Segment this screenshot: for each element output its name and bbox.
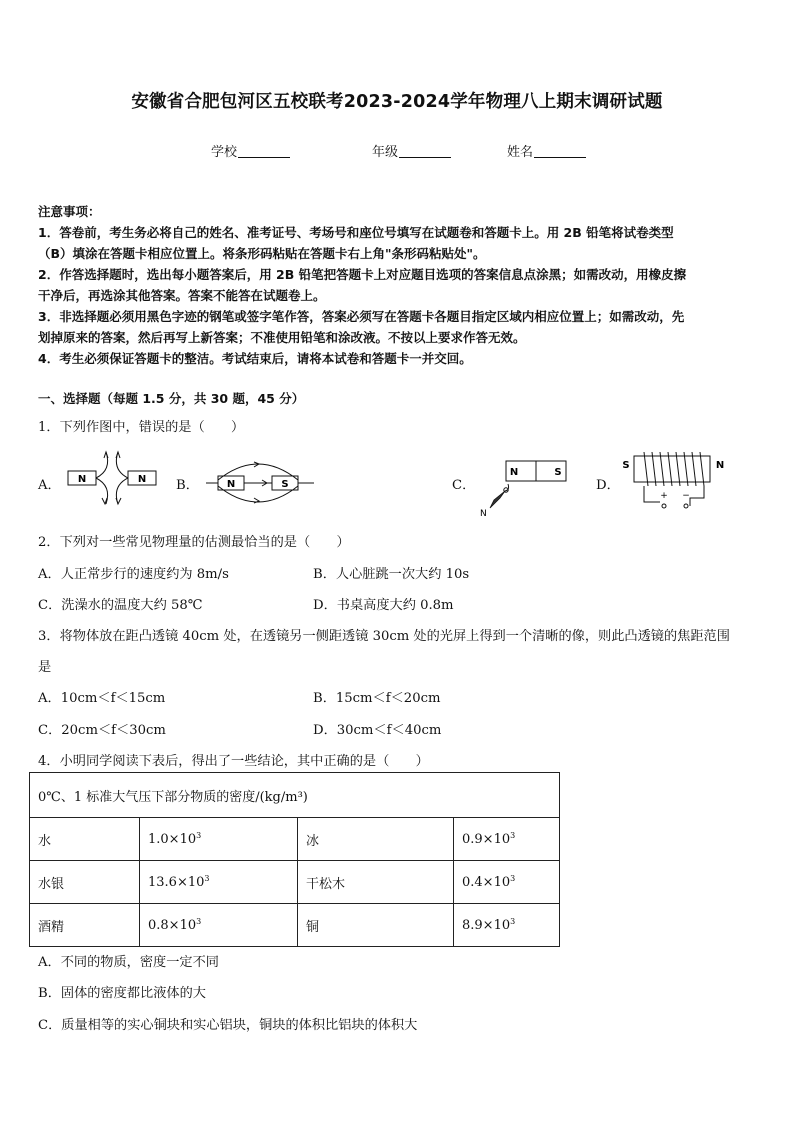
magnet-n-label: N	[137, 474, 147, 485]
density-cell: $0.4\times 10^3$	[454, 861, 560, 904]
table-row	[30, 861, 560, 904]
q3-option-c: C．20cm＜f＜30cm	[38, 723, 166, 738]
q1-option-b-label: B．	[176, 478, 199, 493]
grade-blank	[399, 145, 451, 158]
notice-line: 1．答卷前，考生务必将自己的姓名、准考证号、考场号和座位号填写在试题卷和答题卡上。用 2B 铅笔将试卷类型	[38, 225, 674, 240]
substance-cell: 干松木	[298, 861, 454, 904]
school-blank	[238, 145, 290, 158]
substance-cell: 酒精	[30, 904, 140, 947]
table-header-row	[30, 773, 560, 818]
q1-option-c-label: C．	[452, 478, 476, 493]
q2-option-c: C．洗澡水的温度大约 58℃	[38, 598, 203, 613]
density-table	[29, 772, 560, 947]
q3-option-d: D．30cm＜f＜40cm	[313, 723, 442, 738]
grade-label: 年级	[372, 145, 399, 160]
q1-option-a-label: A．	[38, 478, 61, 493]
density-cell: $13.6\times 10^3$	[140, 861, 298, 904]
substance-cell: 水银	[30, 861, 140, 904]
magnet-s-label: S	[554, 467, 562, 478]
density-cell: $8.9\times 10^3$	[454, 904, 560, 947]
magnet-n-label: N	[509, 467, 519, 478]
q1-option-d-label: D．	[596, 478, 620, 493]
notice-line: 划掉原来的答案，然后再写上新答案；不准使用铅笔和涂改液。不按以上要求作答无效。	[38, 330, 526, 345]
magnet-s-label: S	[281, 479, 289, 490]
q4-option-b: B．固体的密度都比液体的大	[38, 986, 206, 1001]
name-label: 姓名	[507, 145, 534, 160]
notice-line: （B）填涂在答题卡相应位置上。将条形码粘贴在答题卡右上角"条形码粘贴处"。	[38, 246, 486, 261]
q3-stem-continued: 是	[38, 660, 52, 675]
q1-figure-b	[206, 456, 324, 508]
q1-figure-a	[62, 450, 162, 506]
q2-option-a: A．人正常步行的速度约为 8m/s	[38, 567, 229, 582]
substance-cell: 铜	[298, 904, 454, 947]
q1-figure-c	[470, 456, 574, 520]
q3-option-a: A．10cm＜f＜15cm	[38, 691, 166, 706]
q4-option-c: C．质量相等的实心铜块和实心铝块，铜块的体积比铝块的体积大	[38, 1018, 418, 1033]
notice-line: 3．非选择题必须用黑色字迹的钢笔或签字笔作答，答案必须写在答题卡各题目指定区域内相应位置上；如需改动，先	[38, 309, 685, 324]
page-title: 安徽省合肥包河区五校联考2023-2024学年物理八上期末调研试题	[131, 92, 663, 112]
substance-cell: 冰	[298, 818, 454, 861]
notice-line: 2．作答选择题时，选出每小题答案后，用 2B 铅笔把答题卡上对应题目选项的答案信息点涂黑；如需改动，用橡皮擦	[38, 267, 687, 282]
q3-option-b: B．15cm＜f＜20cm	[313, 691, 441, 706]
school-field	[211, 141, 290, 160]
q2-option-d: D．书桌高度大约 0.8m	[313, 598, 454, 613]
section-heading: 一、选择题（每题 1.5 分，共 30 题，45 分）	[38, 391, 305, 406]
substance-cell: 水	[30, 818, 140, 861]
school-label: 学校	[211, 145, 238, 160]
magnet-n-label: N	[226, 479, 236, 490]
notice-line: 干净后，再选涂其他答案。答案不能答在试题卷上。	[38, 288, 326, 303]
name-blank	[534, 145, 586, 158]
notice-heading: 注意事项：	[38, 204, 101, 219]
compass-n-label: N	[480, 509, 487, 519]
q2-stem: 2．下列对一些常见物理量的估测最恰当的是（ ）	[38, 535, 350, 550]
q2-option-b: B．人心脏跳一次大约 10s	[313, 567, 470, 582]
q4-option-a: A．不同的物质，密度一定不同	[38, 955, 219, 970]
density-cell: $0.9\times 10^3$	[454, 818, 560, 861]
table-title: 0℃、1 标准大气压下部分物质的密度/(kg/m³)	[30, 773, 560, 818]
q1-stem: 1．下列作图中，错误的是（ ）	[38, 420, 245, 435]
table-row	[30, 904, 560, 947]
svg-text:−: −	[682, 491, 690, 501]
notice-line: 4．考生必须保证答题卡的整洁。考试结束后，请将本试卷和答题卡一并交回。	[38, 351, 472, 366]
density-cell: $1.0\times 10^3$	[140, 818, 298, 861]
coil-n-label: N	[715, 460, 725, 471]
q4-stem: 4．小明同学阅读下表后，得出了一些结论，其中正确的是（ ）	[38, 754, 429, 769]
q1-figure-d	[620, 448, 730, 512]
svg-text:+: +	[660, 491, 668, 501]
coil-s-label: S	[622, 460, 630, 471]
grade-field	[372, 141, 451, 160]
table-row	[30, 818, 560, 861]
name-field	[507, 141, 586, 160]
q3-stem: 3．将物体放在距凸透镜 40cm 处，在透镜另一侧距透镜 30cm 处的光屏上得到一个清晰的像，则此凸透镜的焦距范围	[38, 629, 730, 644]
density-cell: $0.8\times 10^3$	[140, 904, 298, 947]
magnet-n-label: N	[77, 474, 87, 485]
